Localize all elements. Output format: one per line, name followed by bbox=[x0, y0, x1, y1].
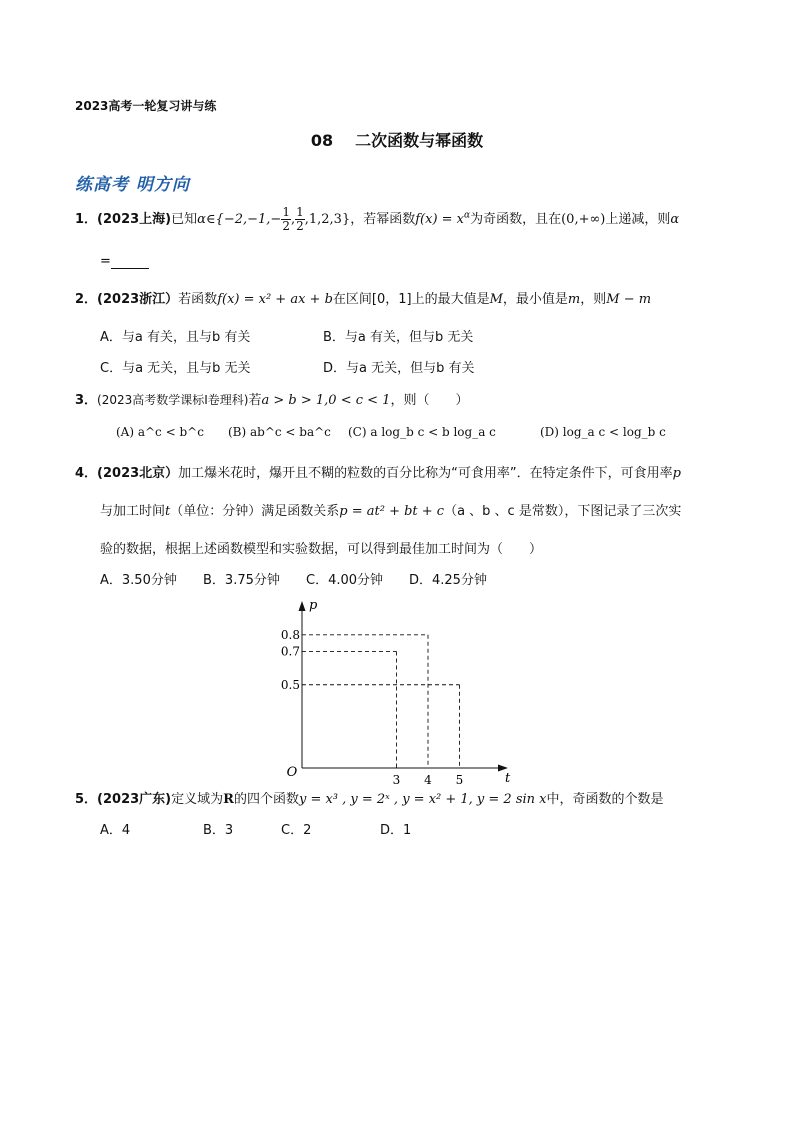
question-5 bbox=[75, 788, 664, 807]
q4-var-p: p bbox=[672, 466, 681, 481]
q4-text-2a: 与加工时间 bbox=[100, 504, 166, 519]
q5-functions: y = x³ , y = 2ˣ , y = x² + 1, y = 2 sin x bbox=[298, 792, 547, 807]
q3-option-c[interactable]: (C) a log_b c < b log_a c bbox=[348, 425, 496, 439]
q1-answer-line bbox=[100, 254, 149, 269]
q4-line-2 bbox=[100, 500, 681, 519]
q1-text: 已知 bbox=[171, 212, 198, 227]
q4-line-3: 验的数据，根据上述函数模型和实验数据，可以得到最佳加工时间为（ ） bbox=[100, 542, 543, 557]
x-tick-label-0: 3 bbox=[392, 773, 401, 785]
q2-option-a[interactable]: A．与a 有关，且与b 有关 bbox=[100, 330, 251, 345]
question-3 bbox=[75, 389, 468, 408]
y-tick-label-0: 0.8 bbox=[280, 627, 300, 642]
question-1 bbox=[75, 206, 679, 233]
q2-option-c[interactable]: C．与a 无关，且与b 无关 bbox=[100, 361, 251, 376]
q1-fraction-neg-half: $\frac{1}{2}$ bbox=[282, 205, 290, 233]
q4-chart bbox=[270, 595, 520, 785]
q1-text-2: ，若幂函数 bbox=[350, 212, 416, 227]
y-tick-label-2: 0.5 bbox=[280, 677, 300, 692]
q5-option-c[interactable]: C．2 bbox=[281, 823, 312, 838]
q1-source: (2023上海) bbox=[97, 212, 172, 227]
q5-option-b[interactable]: B．3 bbox=[203, 823, 234, 838]
q5-reals: R bbox=[223, 792, 234, 807]
section-heading: 练高考 明方向 bbox=[75, 175, 190, 195]
q2-text-4: ，则 bbox=[580, 292, 607, 307]
q1-equals: = bbox=[100, 254, 111, 269]
q4-option-b[interactable]: B．3.75分钟 bbox=[203, 573, 280, 588]
q2-text-3: ，最小值是 bbox=[502, 292, 568, 307]
question-2 bbox=[75, 288, 651, 307]
q2-function: f(x) = x² + ax + b bbox=[217, 292, 333, 307]
q4-option-a[interactable]: A．3.50分钟 bbox=[100, 573, 177, 588]
q3-text-2: ，则（ ） bbox=[390, 393, 469, 408]
q5-number: 5． bbox=[75, 792, 98, 807]
q4-text-line1: 加工爆米花时，爆开且不糊的粒数的百分比称为“可食用率”．在特定条件下，可食用率 bbox=[178, 466, 673, 481]
title-number: 08 bbox=[310, 131, 334, 150]
q2-expression: M − m bbox=[606, 292, 652, 307]
q3-option-a[interactable]: (A) a^c < b^c bbox=[116, 425, 204, 439]
q3-option-d[interactable]: (D) log_a c < log_b c bbox=[540, 425, 666, 439]
q3-option-b[interactable]: (B) ab^c < ba^c bbox=[228, 425, 331, 439]
q5-text: 定义域为 bbox=[171, 792, 224, 807]
page-title bbox=[0, 128, 794, 151]
q3-text: 若 bbox=[248, 393, 262, 408]
q1-set-open: α∈{−2,−1,− bbox=[197, 212, 282, 227]
q5-option-d[interactable]: D．1 bbox=[380, 823, 412, 838]
q1-set-comma: , bbox=[290, 212, 296, 227]
q4-var-t: t bbox=[165, 504, 171, 519]
q2-source: (2023浙江） bbox=[97, 292, 179, 307]
q5-text-3: 中，奇函数的个数是 bbox=[546, 792, 664, 807]
q4-text-2b: （单位：分钟）满足函数关系 bbox=[170, 504, 340, 519]
question-4 bbox=[75, 462, 681, 481]
q2-min: m bbox=[567, 292, 581, 307]
q1-fraction-half: $\frac{1}{2}$ bbox=[296, 205, 304, 233]
q4-formula: p = at² + bt + c bbox=[339, 504, 445, 519]
q4-option-d[interactable]: D．4.25分钟 bbox=[409, 573, 487, 588]
q2-text: 若函数 bbox=[178, 292, 218, 307]
q1-text-3: 为奇函数，且在 bbox=[470, 212, 562, 227]
title-text: 二次函数与幂函数 bbox=[355, 131, 484, 150]
x-tick-label-2: 5 bbox=[455, 773, 464, 785]
q2-text-2: 在区间[0，1]上的最大值是 bbox=[332, 292, 490, 307]
q4-option-c[interactable]: C．4.00分钟 bbox=[306, 573, 384, 588]
q2-number: 2． bbox=[75, 292, 98, 307]
q1-text-4: 上递减，则 bbox=[605, 212, 671, 227]
q4-number: 4． bbox=[75, 466, 98, 481]
x-axis-label: t bbox=[505, 771, 511, 785]
y-axis-label: p bbox=[309, 598, 318, 613]
q4-source: (2023北京） bbox=[97, 466, 179, 481]
q1-alpha: α bbox=[670, 212, 680, 227]
origin-label: O bbox=[286, 765, 298, 780]
y-axis-arrow bbox=[299, 601, 306, 611]
q5-option-a[interactable]: A．4 bbox=[100, 823, 131, 838]
q3-source: (2023高考数学课标Ⅰ卷理科) bbox=[97, 393, 249, 407]
q2-option-b[interactable]: B．与a 有关，但与b 无关 bbox=[323, 330, 474, 345]
q5-text-2: 的四个函数 bbox=[233, 792, 299, 807]
document-header: 2023高考一轮复习讲与练 bbox=[75, 99, 217, 113]
q3-condition: a > b > 1,0 < c < 1 bbox=[261, 393, 391, 408]
q1-set-close: ,1,2,3} bbox=[304, 212, 351, 227]
q1-exponent: α bbox=[464, 210, 471, 221]
q3-number: 3． bbox=[75, 393, 98, 408]
q1-interval: (0,+∞) bbox=[561, 212, 606, 227]
y-tick-label-1: 0.7 bbox=[280, 644, 300, 659]
q1-number: 1． bbox=[75, 212, 98, 227]
q5-source: (2023广东) bbox=[97, 792, 172, 807]
q2-option-d[interactable]: D．与a 无关，但与b 有关 bbox=[323, 361, 475, 376]
x-tick-label-1: 4 bbox=[424, 773, 432, 785]
q1-answer-blank[interactable] bbox=[111, 256, 149, 269]
q4-text-2c: （a 、b 、c 是常数），下图记录了三次实 bbox=[444, 504, 682, 519]
q1-function: f(x) = x bbox=[415, 212, 465, 227]
q2-max: M bbox=[489, 292, 503, 307]
